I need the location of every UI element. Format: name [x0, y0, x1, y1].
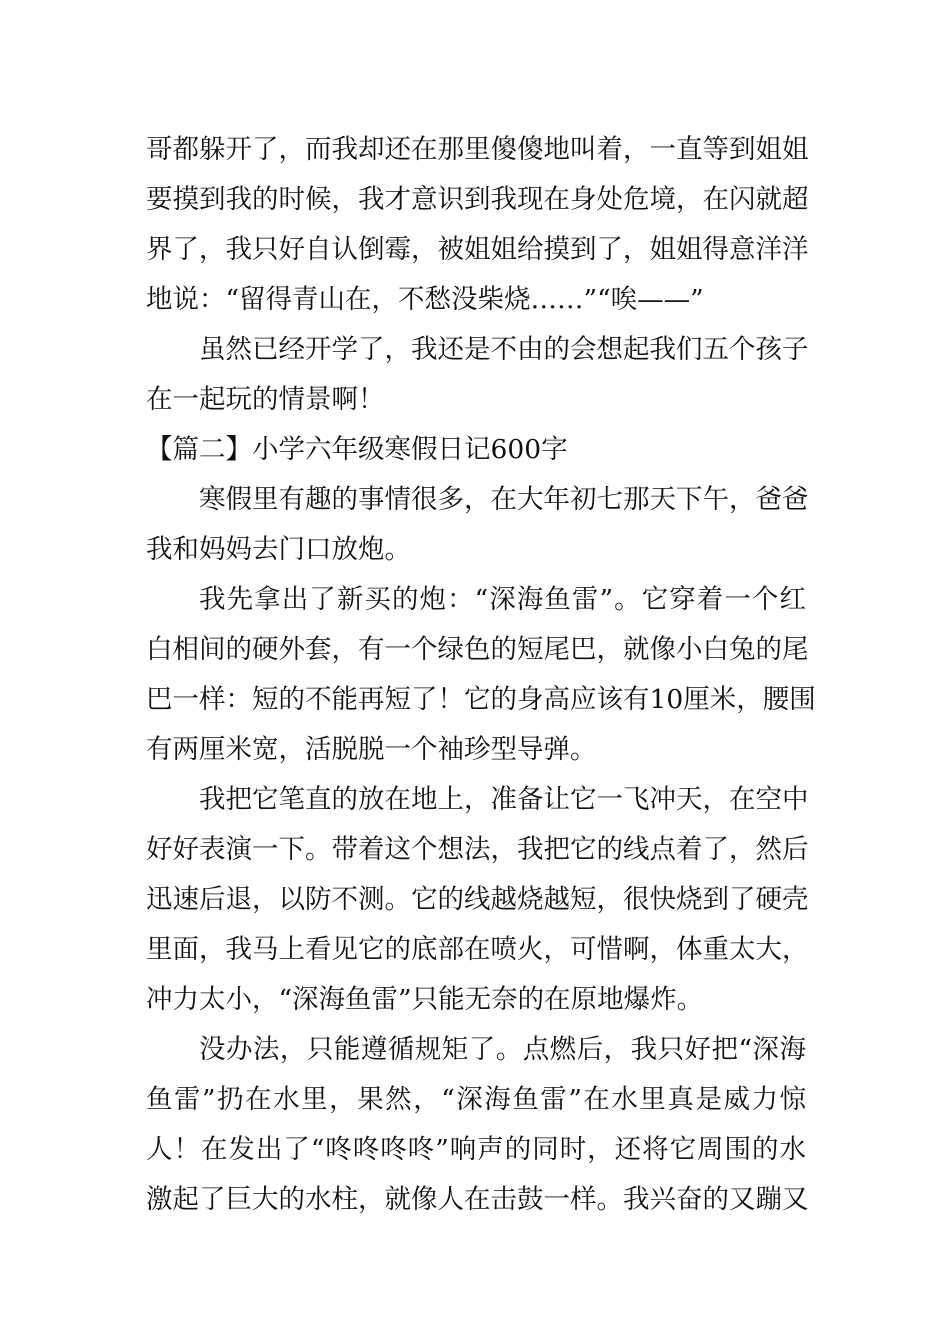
text-line: 里面，我马上看见它的底部在喷火，可惜啊，体重太大，	[146, 934, 809, 965]
section-heading: 【篇二】小学六年级寒假日记600字	[146, 434, 568, 465]
document-body	[146, 125, 816, 1225]
text-line: 迅速后退，以防不测。它的线越烧越短，很快烧到了硬壳	[146, 884, 809, 915]
paragraph-start-line: 我先拿出了新买的炮：“深海鱼雷”。它穿着一个红	[199, 584, 806, 615]
text-line: 在一起玩的情景啊！	[146, 384, 385, 415]
paragraph-start-line: 虽然已经开学了，我还是不由的会想起我们五个孩子	[199, 334, 809, 365]
paragraph-start-line: 寒假里有趣的事情很多，在大年初七那天下午，爸爸	[199, 484, 809, 515]
text-line: 巴一样：短的不能再短了！它的身高应该有10厘米，腰围	[146, 684, 816, 715]
text-line: 鱼雷”扔在水里，果然，“深海鱼雷”在水里真是威力惊	[146, 1084, 806, 1115]
text-line: 地说：“留得青山在，不愁没柴烧……”“唉——”	[146, 284, 704, 315]
text-line: 好好表演一下。带着这个想法，我把它的线点着了，然后	[146, 834, 809, 865]
text-line: 白相间的硬外套，有一个绿色的短尾巴，就像小白兔的尾	[146, 634, 809, 665]
paragraph-start-line: 我把它笔直的放在地上，准备让它一飞冲天，在空中	[199, 784, 809, 815]
text-line: 我和妈妈去门口放炮。	[146, 534, 411, 565]
text-line: 要摸到我的时候，我才意识到我现在身处危境，在闪就超	[146, 184, 809, 215]
text-line: 界了，我只好自认倒霉，被姐姐给摸到了，姐姐得意洋洋	[146, 234, 809, 265]
text-line: 冲力太小，“深海鱼雷”只能无奈的在原地爆炸。	[146, 984, 704, 1015]
text-line: 激起了巨大的水柱，就像人在击鼓一样。我兴奋的又蹦又	[146, 1184, 809, 1215]
text-line: 有两厘米宽，活脱脱一个袖珍型导弹。	[146, 734, 597, 765]
paragraph-start-line: 没办法，只能遵循规矩了。点燃后，我只好把“深海	[199, 1034, 806, 1065]
text-line: 人！在发出了“咚咚咚咚”响声的同时，还将它周围的水	[146, 1134, 806, 1165]
text-line: 哥都躲开了，而我却还在那里傻傻地叫着，一直等到姐姐	[146, 134, 809, 165]
